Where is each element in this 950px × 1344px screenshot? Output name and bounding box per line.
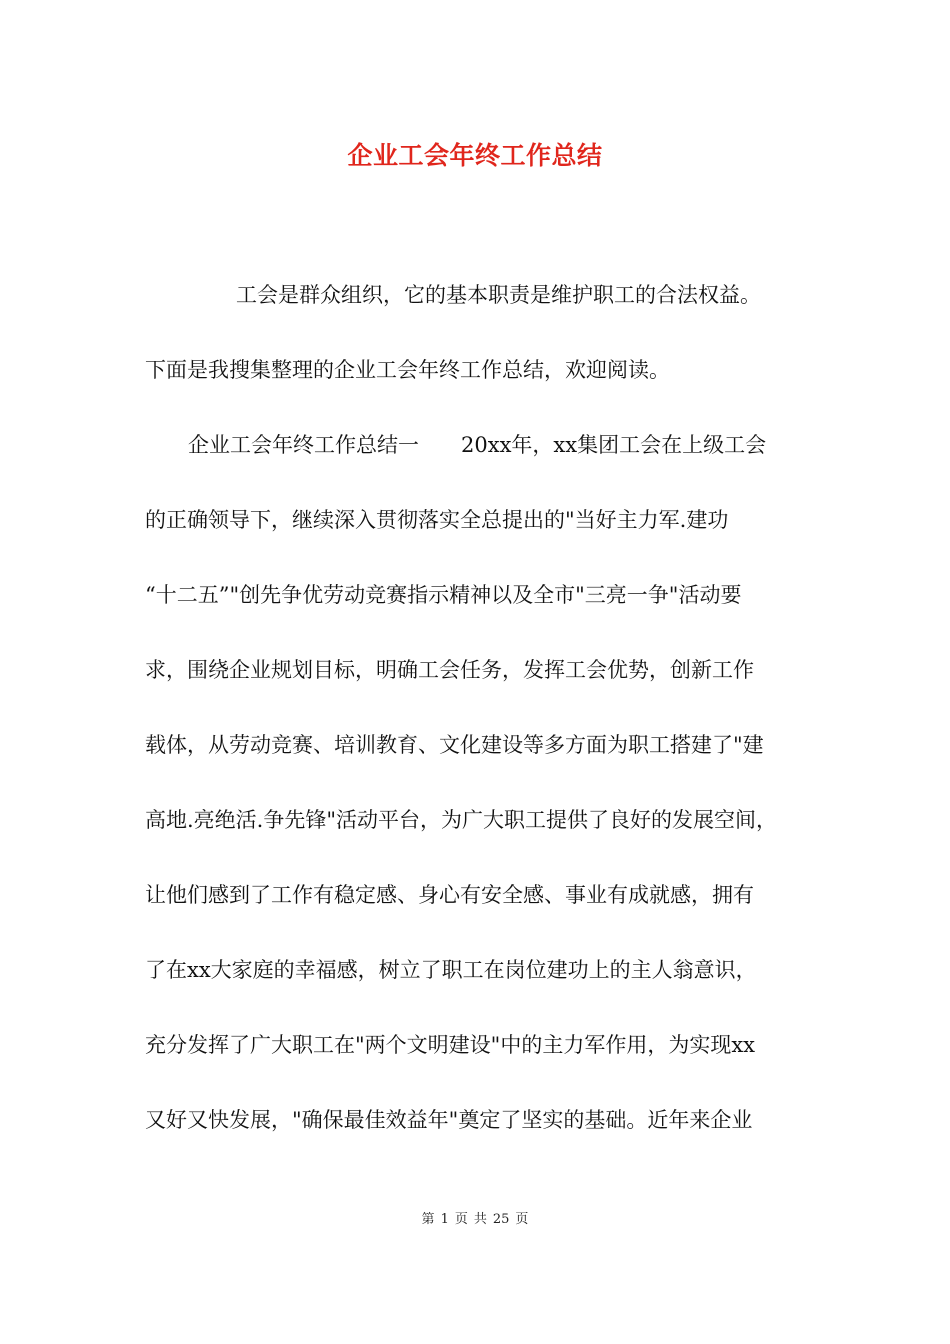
page-footer — [0, 1208, 950, 1227]
paragraph-line: “十二五”"创先争优劳动竞赛指示精神以及全市"三亮一争"活动要 — [145, 583, 742, 607]
document-title: 企业工会年终工作总结 — [347, 141, 603, 170]
paragraph-line: 载体，从劳动竞赛、培训教育、文化建设等多方面为职工搭建了"建 — [145, 733, 764, 757]
footer-total-unit: 页 — [515, 1212, 529, 1227]
paragraph-line: 工会是群众组织，它的基本职责是维护职工的合法权益。 — [236, 283, 761, 307]
footer-current-page: 1 — [440, 1212, 449, 1227]
paragraph-line: 下面是我搜集整理的企业工会年终工作总结，欢迎阅读。 — [145, 358, 670, 382]
paragraph-line: 求，围绕企业规划目标，明确工会任务，发挥工会优势，创新工作 — [145, 658, 754, 682]
paragraph-line: 了在xx大家庭的幸福感，树立了职工在岗位建功上的主人翁意识， — [145, 958, 757, 982]
paragraph-line: 又好又快发展，"确保最佳效益年"奠定了坚实的基础。近年来企业 — [145, 1108, 753, 1132]
paragraph-line: 高地.亮绝活.争先锋"活动平台，为广大职工提供了良好的发展空间， — [145, 808, 778, 832]
footer-page-prefix: 第 — [421, 1212, 435, 1227]
footer-page-unit: 页 — [454, 1212, 468, 1227]
paragraph-line: 充分发挥了广大职工在"两个文明建设"中的主力军作用，为实现xx — [145, 1033, 756, 1057]
paragraph-line: 企业工会年终工作总结一 20xx年，xx集团工会在上级工会 — [188, 433, 767, 457]
paragraph-line: 让他们感到了工作有稳定感、身心有安全感、事业有成就感，拥有 — [145, 883, 754, 907]
footer-total-pages: 25 — [492, 1212, 510, 1227]
footer-total-prefix: 共 — [473, 1212, 487, 1227]
paragraph-line: 的正确领导下，继续深入贯彻落实全总提出的"当好主力军.建功 — [145, 508, 729, 532]
